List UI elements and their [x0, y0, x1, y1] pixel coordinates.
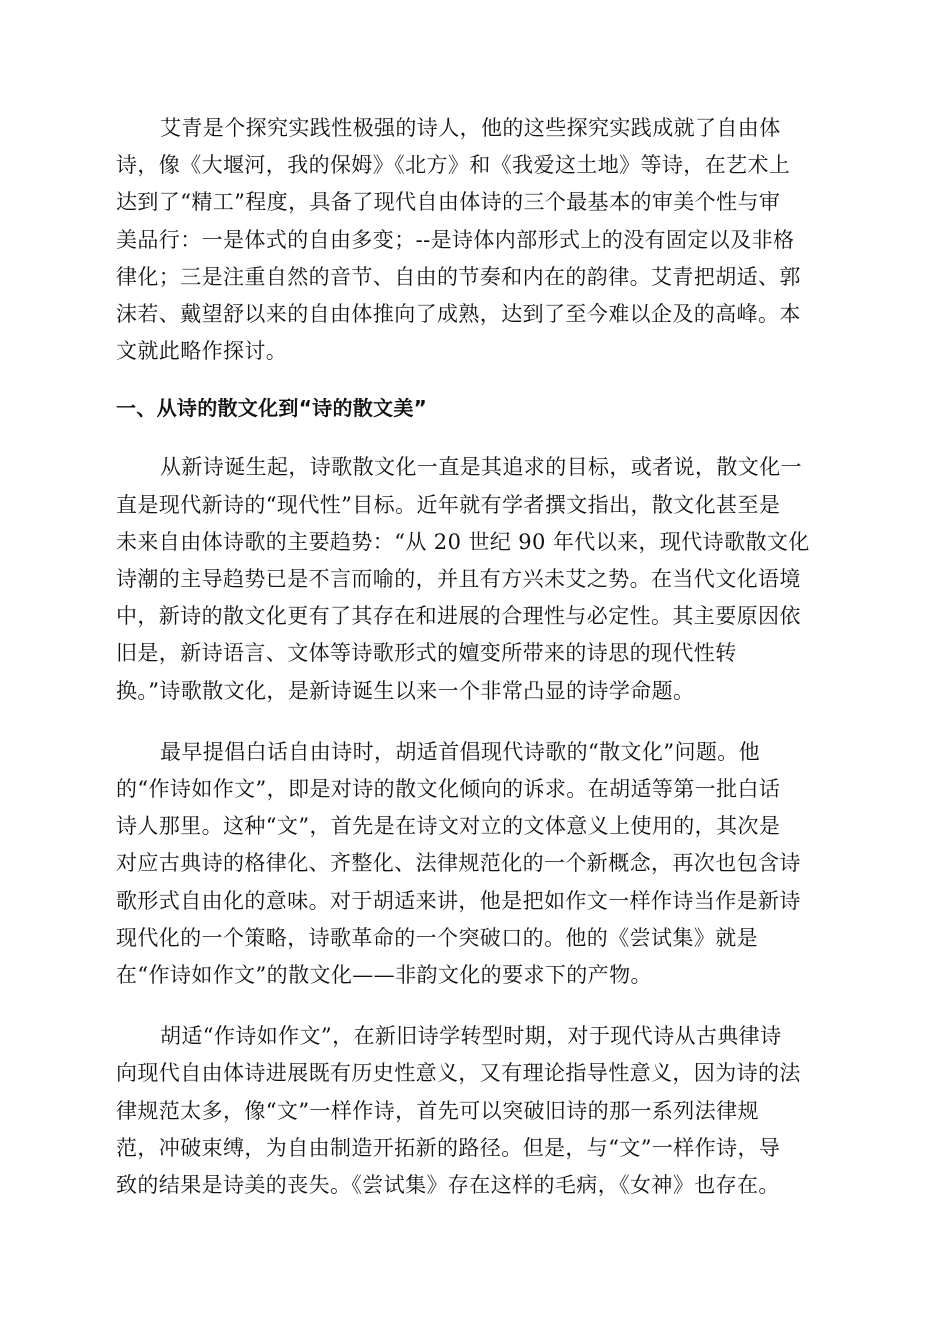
section-heading: 一、从诗的散文化到“诗的散文美” — [116, 396, 428, 421]
paragraph-line — [116, 110, 832, 147]
paragraph-line: 现代化的一个策略，诗歌革命的一个突破口的。他的《尝试集》就是 — [116, 925, 758, 950]
paragraph-line: 中，新诗的散文化更有了其存在和进展的合理性与必定性。其主要原因依 — [116, 604, 801, 629]
paragraph-4 — [116, 1018, 832, 1204]
paragraph-line: 的“作诗如作文”，即是对诗的散文化倾向的诉求。在胡适等第一批白话 — [116, 777, 781, 802]
line-text: 胡适“作诗如作文”，在新旧诗学转型时期，对于现代诗从古典律诗 — [160, 1024, 782, 1049]
paragraph-line — [116, 734, 832, 771]
paragraph-line: 诗，像《大堰河，我的保姆》《北方》和《我爱这土地》等诗，在艺术上 — [116, 153, 791, 178]
document-page — [116, 110, 832, 1204]
paragraph-line — [116, 1018, 832, 1055]
paragraph-line: 致的结果是诗美的丧失。《尝试集》存在这样的毛病，《女神》也存在。 — [116, 1173, 780, 1198]
paragraph-line: 换。”诗歌散文化，是新诗诞生以来一个非常凸显的诗学命题。 — [116, 678, 695, 703]
paragraph-line: 达到了“精工”程度，具备了现代自由体诗的三个最基本的审美个性与审 — [116, 190, 781, 215]
paragraph-line: 对应古典诗的格律化、齐整化、法律规范化的一个新概念，再次也包含诗 — [116, 851, 801, 876]
line-text: 艾青是个探究实践性极强的诗人，他的这些探究实践成就了自由体 — [160, 116, 781, 140]
paragraph-line: 诗潮的主导趋势已是不言而喻的，并且有方兴未艾之势。在当代文化语境 — [116, 567, 801, 592]
paragraph-line: 律规范太多，像“文”一样作诗，首先可以突破旧诗的那一系列法律规 — [116, 1098, 759, 1123]
paragraph-line — [116, 449, 832, 486]
paragraph-line: 诗人那里。这种“文”，首先是在诗文对立的文体意义上使用的，其次是 — [116, 814, 781, 839]
paragraph-line: 沫若、戴望舒以来的自由体推向了成熟，达到了至今难以企及的高峰。本 — [116, 302, 801, 327]
line-text: 最早提倡白话自由诗时，胡适首倡现代诗歌的“散文化”问题。他 — [160, 739, 761, 764]
paragraph-line: 律化；三是注重自然的音节、自由的节奏和内在的韵律。艾青把胡适、郭 — [116, 264, 801, 289]
paragraph-line: 旧是，新诗语言、文体等诗歌形式的嬗变所带来的诗思的现代性转 — [116, 641, 737, 666]
paragraph-line: 美品行：一是体式的自由多变；--是诗体内部形式上的没有固定以及非格 — [116, 227, 795, 252]
paragraph-line: 向现代自由体诗进展既有历史性意义，又有理论指导性意义，因为诗的法 — [116, 1061, 801, 1086]
paragraph-line: 文就此略作探讨。 — [116, 339, 288, 364]
paragraph-line: 范，冲破束缚，为自由制造开拓新的路径。但是，与“文”一样作诗，导 — [116, 1135, 781, 1160]
paragraph-line: 歌形式自由化的意味。对于胡适来讲，他是把如作文一样作诗当作是新诗 — [116, 888, 801, 913]
paragraph-1 — [116, 110, 832, 370]
paragraph-line: 未来自由体诗歌的主要趋势：“从 20 世纪 90 年代以来，现代诗歌散文化 — [116, 529, 810, 554]
paragraph-line: 直是现代新诗的“现代性”目标。近年就有学者撰文指出，散文化甚至是 — [116, 492, 781, 517]
line-text: 从新诗诞生起，诗歌散文化一直是其追求的目标，或者说，散文化一 — [160, 455, 802, 480]
paragraph-3 — [116, 734, 832, 994]
paragraph-line: 在“作诗如作文”的散文化——非韵文化的要求下的产物。 — [116, 963, 652, 988]
paragraph-2 — [116, 449, 832, 709]
